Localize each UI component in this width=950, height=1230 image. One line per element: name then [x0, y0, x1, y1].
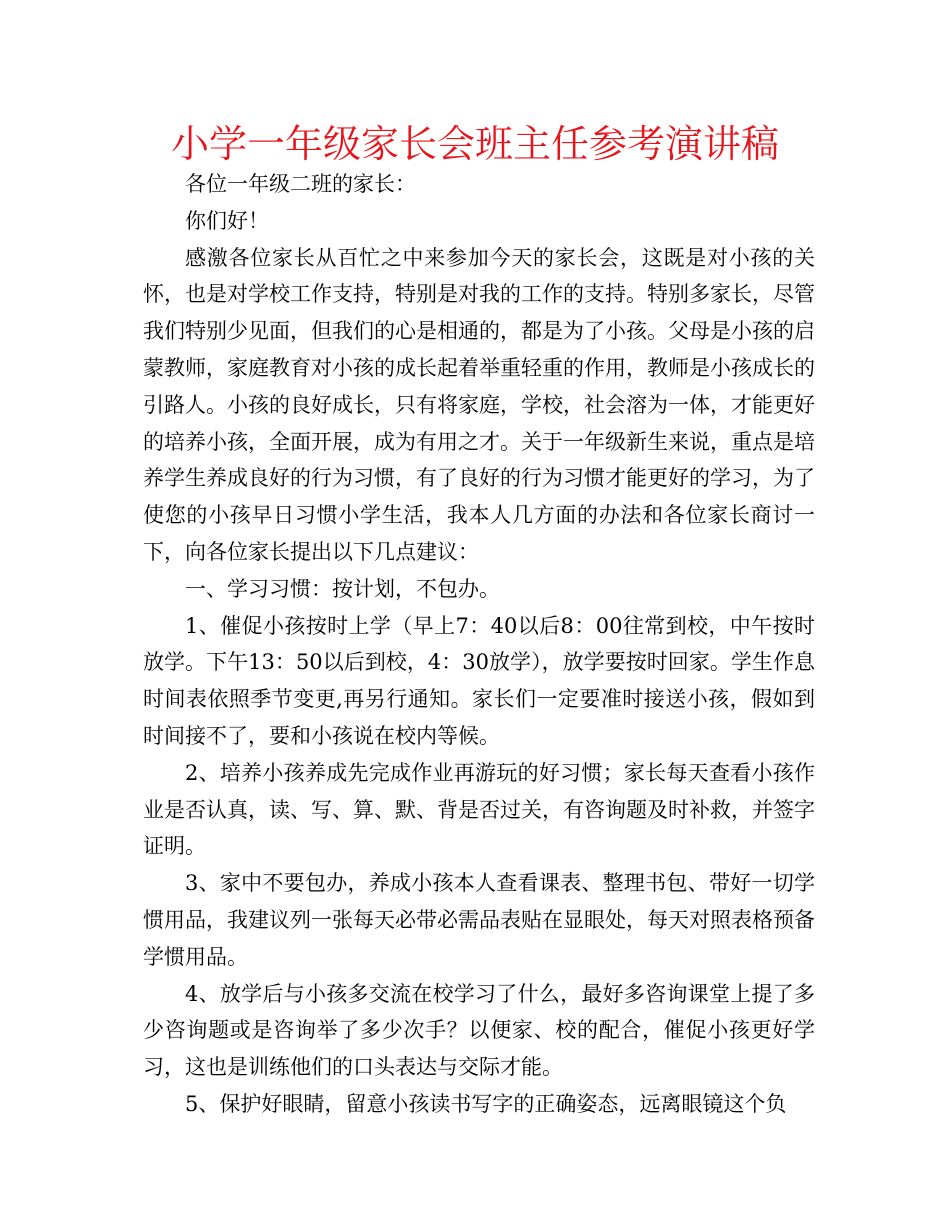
paragraph-intro: 感激各位家长从百忙之中来参加今天的家长会，这既是对小孩的关怀，也是对学校工作支持，特别是对我的工作的支持。特别多家长，尽管我们特别少见面，但我们的心是相通的，都是为了小孩。父母是小孩的启蒙教师，家庭教育对小孩的成长起着举重轻重的作用，教师是小孩成长的引路人。小孩的良好成长，只有将家庭，学校，社会溶为一体，才能更好的培养小孩，全面开展，成为有用之才。关于一年级新生来说，重点是培养学生养成良好的行为习惯，有了良好的行为习惯才能更好的学习，为了使您的小孩早日习惯小学生活，我本人几方面的办法和各位家长商讨一下，向各位家长提出以下几点建议：	[143, 245, 815, 564]
paragraph-item-4: 4、放学后与小孩多交流在校学习了什么，最好多咨询课堂上提了多少咨询题或是咨询举了多少次手？以便家、校的配合，催促小孩更好学习，这也是训练他们的口头表达与交际才能。	[143, 981, 815, 1080]
greeting: 你们好！	[185, 208, 269, 233]
document-body	[143, 166, 815, 1123]
paragraph-item-1: 1、催促小孩按时上学（早上7：40以后8：00往常到校，中午按时放学。下午13：50以后到校，4：30放学），放学要按时回家。学生作息时间表依照季节变更,再另行通知。家长们一定要准时接送小孩，假如到时间接不了，要和小孩说在校内等候。	[143, 613, 815, 748]
section-heading-study-habits: 一、学习习惯：按计划，不包办。	[185, 576, 500, 601]
paragraph-item-3: 3、家中不要包办，养成小孩本人查看课表、整理书包、带好一切学惯用品，我建议列一张每天必带必需品表贴在显眼处，每天对照表格预备学惯用品。	[143, 871, 815, 969]
paragraph-item-2: 2、培养小孩养成先完成作业再游玩的好习惯；家长每天查看小孩作业是否认真，读、写、算、默、背是否过关，有咨询题及时补救，并签字证明。	[143, 760, 815, 859]
salutation: 各位一年级二班的家长：	[185, 172, 416, 196]
paragraph-item-5: 5、保护好眼睛，留意小孩读书写字的正确姿态，远离眼镜这个负	[185, 1091, 787, 1116]
document-title: 小学一年级家长会班主任参考演讲稿	[170, 122, 779, 166]
